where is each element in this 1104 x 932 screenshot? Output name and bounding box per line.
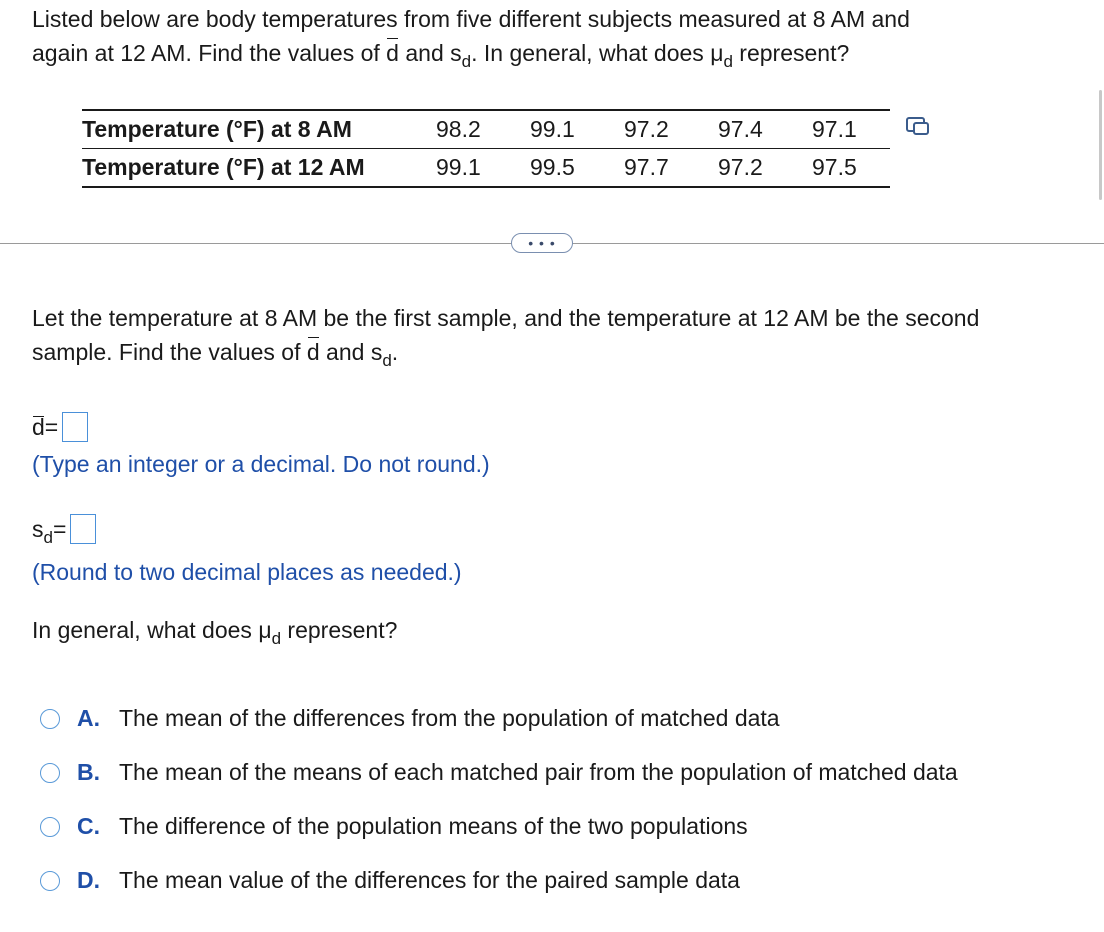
question-line-1: Let the temperature at 8 AM be the first sample, and the temperature at 12 AM be the second	[32, 305, 980, 331]
sd-label: $s_d$	[32, 515, 53, 547]
sd-input[interactable]	[70, 514, 96, 544]
sd-hint: (Round to two decimal places as needed.)	[32, 559, 462, 585]
sd-answer-row: $s_d$ =	[32, 514, 96, 544]
option-text: The mean of the differences from the population of matched data	[119, 705, 780, 731]
problem-statement	[32, 2, 1092, 73]
question-line-2: sample. Find the values of d and $s_d$.	[32, 335, 1104, 372]
option-d[interactable]	[40, 867, 740, 894]
option-letter: D.	[77, 867, 100, 893]
option-letter: B.	[77, 759, 100, 785]
dbar-hint: (Type an integer or a decimal. Do not round.)	[32, 451, 490, 477]
question-text	[32, 301, 1104, 372]
expand-more-button[interactable]: • • •	[511, 233, 573, 253]
radio-button[interactable]	[40, 817, 60, 837]
dbar-answer-row: d =	[32, 412, 88, 442]
option-text: The difference of the population means of the two populations	[119, 813, 748, 839]
table-cell: 99.5	[530, 149, 624, 188]
option-letter: C.	[77, 813, 100, 839]
option-text: The mean value of the differences for the paired sample data	[119, 867, 740, 893]
intro-line-2: again at 12 AM. Find the values of d and $s_d$. In general, what does $\mu_d$ represent?	[32, 36, 1092, 73]
table-cell: 98.2	[436, 110, 530, 149]
option-a[interactable]	[40, 705, 780, 732]
option-letter: A.	[77, 705, 100, 731]
radio-button[interactable]	[40, 871, 60, 891]
table-cell: 97.1	[812, 110, 890, 149]
copy-data-icon[interactable]	[905, 115, 931, 137]
intro-line-1: Listed below are body temperatures from five different subjects measured at 8 AM and	[32, 6, 910, 32]
option-c[interactable]	[40, 813, 748, 840]
table-cell: 99.1	[436, 149, 530, 188]
table-row	[82, 110, 890, 149]
table-cell: 97.7	[624, 149, 718, 188]
table-cell: 97.4	[718, 110, 812, 149]
table-cell: 99.1	[530, 110, 624, 149]
radio-button[interactable]	[40, 709, 60, 729]
scrollbar[interactable]	[1099, 90, 1102, 200]
table-cell: 97.2	[624, 110, 718, 149]
mu-question: In general, what does $\mu_d$ represent?	[32, 617, 398, 648]
dbar-label: d	[32, 413, 45, 440]
row-label: Temperature (°F) at 12 AM	[82, 149, 436, 188]
dbar-input[interactable]	[62, 412, 88, 442]
d-bar-symbol: d	[307, 335, 320, 369]
table-cell: 97.5	[812, 149, 890, 188]
table-cell: 97.2	[718, 149, 812, 188]
option-text: The mean of the means of each matched pair from the population of matched data	[119, 759, 958, 785]
option-b[interactable]	[40, 759, 958, 786]
radio-button[interactable]	[40, 763, 60, 783]
d-bar-symbol: d	[386, 36, 399, 70]
temperature-table	[82, 109, 890, 188]
table-row	[82, 149, 890, 188]
row-label: Temperature (°F) at 8 AM	[82, 110, 436, 149]
